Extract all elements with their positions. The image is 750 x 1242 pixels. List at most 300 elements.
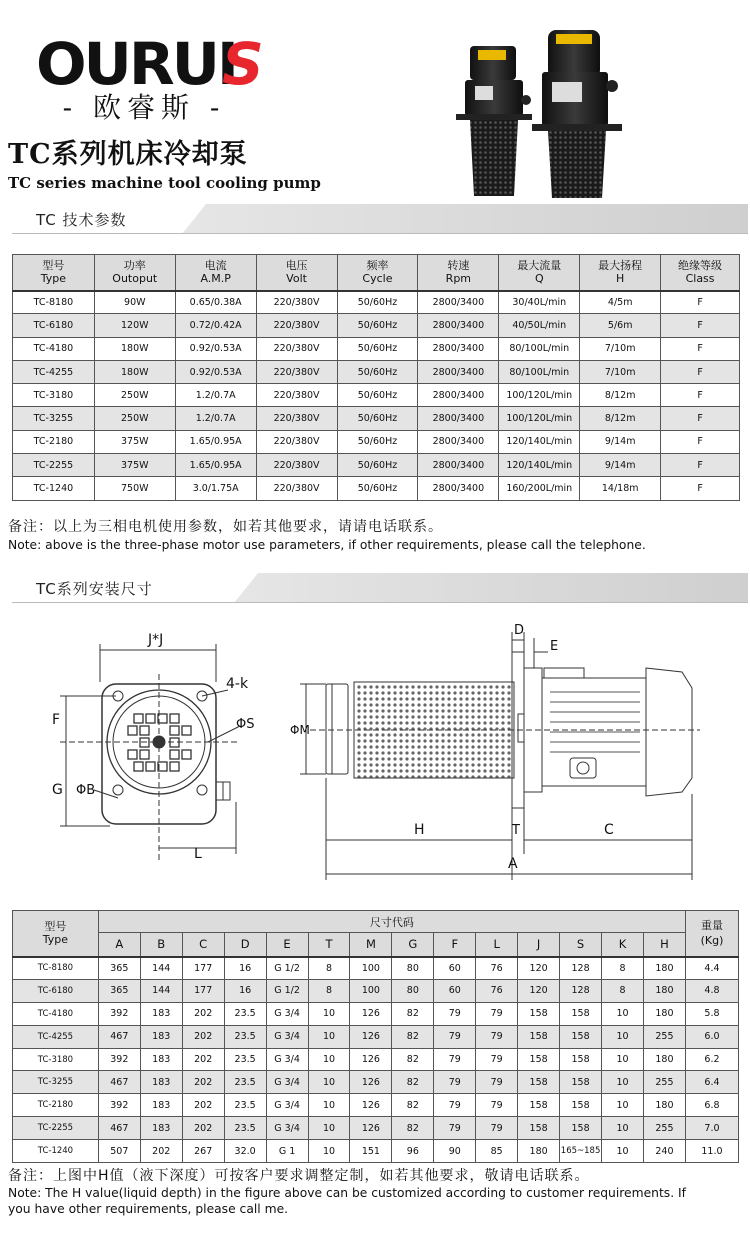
dim-cell: 10 [308, 1140, 350, 1163]
dim-cell: 82 [392, 1071, 434, 1094]
dim-cell: 10 [602, 1071, 644, 1094]
dim-cell: 365 [98, 979, 140, 1002]
dimension-table [12, 910, 739, 1163]
dim-cell: 6.2 [685, 1048, 738, 1071]
spec-col-header: 电压 Volt [256, 255, 337, 291]
dim-cell: 10 [602, 1094, 644, 1117]
dim-cell: 180 [518, 1140, 560, 1163]
spec-cell: 120/140L/min [499, 430, 580, 453]
spec-cell: TC-3255 [13, 407, 95, 430]
dim-cell: 467 [98, 1025, 140, 1048]
dim-cell: 80 [392, 957, 434, 980]
spec-note-en: Note: above is the three-phase motor use parameters, if other requirements, please call the telephone. [8, 538, 646, 552]
spec-col-header: 转速 Rpm [418, 255, 499, 291]
dim-cell: 7.0 [685, 1117, 738, 1140]
label-g: G [52, 782, 63, 798]
dim-cell: 158 [560, 1025, 602, 1048]
dim-cell: 392 [98, 1094, 140, 1117]
spec-col-header: 电流 A.M.P [175, 255, 256, 291]
dim-cell: 158 [560, 1117, 602, 1140]
dim-cell: 10 [602, 1002, 644, 1025]
spec-cell: 0.72/0.42A [175, 314, 256, 337]
dim-cell: 10 [308, 1094, 350, 1117]
dim-cell: 126 [350, 1048, 392, 1071]
spec-cell: F [661, 291, 740, 314]
spec-cell: 2800/3400 [418, 384, 499, 407]
spec-cell: TC-6180 [13, 314, 95, 337]
dim-cell: TC-2255 [13, 1117, 99, 1140]
dim-cell: 79 [476, 1071, 518, 1094]
dim-cell: 183 [140, 1002, 182, 1025]
dimension-table-row [13, 1071, 739, 1094]
dim-cell: 10 [308, 1048, 350, 1071]
dim-cell: 202 [182, 1002, 224, 1025]
dim-cell: 267 [182, 1140, 224, 1163]
spec-cell: TC-1240 [13, 477, 95, 500]
dim-col-header: F [434, 933, 476, 957]
dim-cell: 255 [644, 1071, 686, 1094]
dim-cell: 6.4 [685, 1071, 738, 1094]
dimension-table-row [13, 957, 739, 980]
spec-cell: 250W [94, 384, 175, 407]
dim-cell: TC-2180 [13, 1094, 99, 1117]
spec-cell: 1.2/0.7A [175, 384, 256, 407]
dim-cell: 10 [308, 1071, 350, 1094]
dim-col-header: D [224, 933, 266, 957]
spec-table-row [13, 477, 740, 500]
spec-cell: 250W [94, 407, 175, 430]
spec-cell: 9/14m [580, 454, 661, 477]
dim-header-type: 型号 Type [13, 911, 99, 957]
dim-cell: 79 [476, 1025, 518, 1048]
dim-cell: 158 [518, 1117, 560, 1140]
dim-cell: 79 [434, 1071, 476, 1094]
spec-section-title: TC 技术参数 [36, 211, 127, 229]
spec-cell: 220/380V [256, 477, 337, 500]
spec-cell: 40/50L/min [499, 314, 580, 337]
dim-cell: 85 [476, 1140, 518, 1163]
spec-cell: 1.65/0.95A [175, 454, 256, 477]
dim-cell: 23.5 [224, 1094, 266, 1117]
series-title-cn: TC系列机床冷却泵 [8, 139, 248, 170]
spec-cell: 1.2/0.7A [175, 407, 256, 430]
dimension-table-row [13, 979, 739, 1002]
dim-cell: 183 [140, 1071, 182, 1094]
dim-cell: 82 [392, 1048, 434, 1071]
install-section-title: TC系列安装尺寸 [36, 580, 153, 598]
dim-cell: 158 [518, 1048, 560, 1071]
spec-cell: 2800/3400 [418, 477, 499, 500]
dim-cell: 126 [350, 1025, 392, 1048]
spec-col-header: 功率 Outoput [94, 255, 175, 291]
dim-cell: 128 [560, 957, 602, 980]
dim-cell: 183 [140, 1117, 182, 1140]
spec-cell: 80/100L/min [499, 360, 580, 383]
dim-cell: 158 [560, 1002, 602, 1025]
label-d: D [514, 623, 525, 638]
dim-cell: 158 [518, 1025, 560, 1048]
dim-cell: 180 [644, 979, 686, 1002]
spec-cell: 14/18m [580, 477, 661, 500]
dim-cell: 96 [392, 1140, 434, 1163]
dim-cell: 79 [476, 1117, 518, 1140]
spec-cell: TC-4255 [13, 360, 95, 383]
brand-logo-accent: S [222, 30, 264, 98]
spec-cell: 375W [94, 454, 175, 477]
spec-cell: 50/60Hz [337, 314, 418, 337]
dim-cell: 4.8 [685, 979, 738, 1002]
dimension-table-row [13, 1025, 739, 1048]
dim-cell: 8 [308, 957, 350, 980]
dim-cell: 158 [518, 1094, 560, 1117]
dim-cell: 151 [350, 1140, 392, 1163]
dim-cell: 60 [434, 979, 476, 1002]
dim-cell: G 3/4 [266, 1117, 308, 1140]
dim-cell: 8 [602, 957, 644, 980]
dim-col-header: E [266, 933, 308, 957]
spec-cell: 220/380V [256, 314, 337, 337]
spec-cell: F [661, 337, 740, 360]
spec-cell: TC-2255 [13, 454, 95, 477]
dim-col-header: J [518, 933, 560, 957]
dim-col-header: T [308, 933, 350, 957]
spec-cell: 220/380V [256, 337, 337, 360]
dim-col-header: G [392, 933, 434, 957]
dim-cell: 80 [392, 979, 434, 1002]
dim-cell: 120 [518, 979, 560, 1002]
spec-cell: TC-8180 [13, 291, 95, 314]
dim-cell: 158 [518, 1071, 560, 1094]
dim-cell: 32.0 [224, 1140, 266, 1163]
spec-table-row [13, 407, 740, 430]
dim-col-header: C [182, 933, 224, 957]
dim-cell: 144 [140, 979, 182, 1002]
spec-cell: 220/380V [256, 454, 337, 477]
dim-cell: 126 [350, 1094, 392, 1117]
label-t: T [512, 823, 520, 838]
dim-cell: 76 [476, 957, 518, 980]
dim-cell: 8 [308, 979, 350, 1002]
dim-cell: 10 [602, 1048, 644, 1071]
dim-cell: 180 [644, 957, 686, 980]
dim-cell: 90 [434, 1140, 476, 1163]
spec-cell: 80/100L/min [499, 337, 580, 360]
dim-cell: 23.5 [224, 1071, 266, 1094]
dim-cell: 158 [518, 1002, 560, 1025]
spec-cell: 1.65/0.95A [175, 430, 256, 453]
spec-col-header: 最大扬程 H [580, 255, 661, 291]
spec-cell: 50/60Hz [337, 291, 418, 314]
dim-cell: 23.5 [224, 1025, 266, 1048]
dim-cell: 126 [350, 1071, 392, 1094]
dim-cell: 79 [434, 1048, 476, 1071]
spec-cell: 2800/3400 [418, 360, 499, 383]
dim-cell: G 1/2 [266, 957, 308, 980]
dim-cell: 507 [98, 1140, 140, 1163]
dim-cell: 126 [350, 1002, 392, 1025]
spec-cell: 30/40L/min [499, 291, 580, 314]
dim-cell: TC-3180 [13, 1048, 99, 1071]
spec-cell: 7/10m [580, 360, 661, 383]
dim-note-en-1: Note: The H value(liquid depth) in the figure above can be customized according to customer requirements. If [8, 1186, 686, 1200]
dim-cell: 6.0 [685, 1025, 738, 1048]
spec-table-row [13, 291, 740, 314]
dim-cell: 82 [392, 1094, 434, 1117]
label-k: 4-k [226, 676, 249, 692]
dim-cell: 23.5 [224, 1048, 266, 1071]
dim-cell: G 3/4 [266, 1094, 308, 1117]
dim-cell: G 3/4 [266, 1071, 308, 1094]
dim-cell: 158 [560, 1094, 602, 1117]
dim-cell: 79 [434, 1002, 476, 1025]
dim-cell: 365 [98, 957, 140, 980]
dim-cell: 202 [182, 1071, 224, 1094]
dimension-table-row [13, 1048, 739, 1071]
dim-cell: 4.4 [685, 957, 738, 980]
spec-cell: F [661, 407, 740, 430]
spec-table [12, 254, 740, 501]
spec-col-header: 型号 Type [13, 255, 95, 291]
spec-cell: 120/140L/min [499, 454, 580, 477]
dim-col-header: A [98, 933, 140, 957]
dim-cell: TC-4255 [13, 1025, 99, 1048]
spec-cell: 50/60Hz [337, 384, 418, 407]
brand-logo [36, 30, 264, 98]
dim-cell: 10 [602, 1117, 644, 1140]
dim-cell: G 3/4 [266, 1048, 308, 1071]
dim-col-header: L [476, 933, 518, 957]
spec-cell: TC-2180 [13, 430, 95, 453]
dim-cell: 79 [434, 1025, 476, 1048]
spec-cell: 220/380V [256, 360, 337, 383]
dim-cell: 183 [140, 1094, 182, 1117]
dim-header-weight: 重量 (Kg) [685, 911, 738, 957]
dim-cell: 79 [434, 1117, 476, 1140]
spec-cell: 50/60Hz [337, 337, 418, 360]
dim-cell: 10 [602, 1140, 644, 1163]
spec-cell: 3.0/1.75A [175, 477, 256, 500]
dim-cell: G 3/4 [266, 1025, 308, 1048]
spec-table-row [13, 337, 740, 360]
dim-cell: 144 [140, 957, 182, 980]
spec-cell: 90W [94, 291, 175, 314]
brand-logo-text: OURUI [36, 30, 236, 98]
dim-note-en-2: you have other requirements, please call me. [8, 1202, 289, 1216]
dim-cell: 177 [182, 979, 224, 1002]
dim-cell: TC-8180 [13, 957, 99, 980]
dim-cell: 6.8 [685, 1094, 738, 1117]
spec-cell: F [661, 430, 740, 453]
dim-cell: 202 [182, 1094, 224, 1117]
dim-cell: 10 [308, 1002, 350, 1025]
dimension-table-row [13, 1002, 739, 1025]
label-a: A [508, 856, 518, 872]
dim-cell: 202 [182, 1048, 224, 1071]
dim-cell: 16 [224, 957, 266, 980]
dim-cell: 126 [350, 1117, 392, 1140]
dim-cell: 79 [476, 1094, 518, 1117]
dim-cell: 5.8 [685, 1002, 738, 1025]
spec-cell: 375W [94, 430, 175, 453]
dim-cell: 82 [392, 1117, 434, 1140]
spec-cell: 220/380V [256, 407, 337, 430]
spec-cell: 7/10m [580, 337, 661, 360]
dim-cell: 240 [644, 1140, 686, 1163]
dim-cell: G 1 [266, 1140, 308, 1163]
dim-cell: 128 [560, 979, 602, 1002]
spec-cell: 2800/3400 [418, 454, 499, 477]
spec-cell: 100/120L/min [499, 384, 580, 407]
dim-cell: 10 [308, 1117, 350, 1140]
spec-cell: TC-4180 [13, 337, 95, 360]
spec-cell: 180W [94, 337, 175, 360]
dim-cell: 11.0 [685, 1140, 738, 1163]
dim-cell: 183 [140, 1048, 182, 1071]
dim-header-group: 尺寸代码 [98, 911, 685, 933]
spec-cell: F [661, 454, 740, 477]
spec-cell: 50/60Hz [337, 360, 418, 383]
spec-cell: 2800/3400 [418, 430, 499, 453]
dim-cell: 120 [518, 957, 560, 980]
label-jj: J*J [148, 632, 164, 648]
dim-cell: 180 [644, 1048, 686, 1071]
spec-cell: F [661, 360, 740, 383]
spec-cell: F [661, 477, 740, 500]
dim-cell: 177 [182, 957, 224, 980]
dim-col-header: H [644, 933, 686, 957]
label-m: ΦM [290, 723, 310, 737]
label-f: F [52, 712, 61, 728]
dim-cell: TC-4180 [13, 1002, 99, 1025]
label-e: E [550, 639, 559, 654]
side-view-drawing [290, 618, 710, 888]
dim-cell: G 1/2 [266, 979, 308, 1002]
dim-cell: 76 [476, 979, 518, 1002]
spec-cell: TC-3180 [13, 384, 95, 407]
spec-cell: 220/380V [256, 430, 337, 453]
spec-cell: 4/5m [580, 291, 661, 314]
dim-cell: 467 [98, 1117, 140, 1140]
spec-cell: 8/12m [580, 407, 661, 430]
dim-note-cn: 备注：上图中H值（液下深度）可按客户要求调整定制，如若其他要求，敬请电话联系。 [8, 1168, 590, 1184]
label-l: L [194, 846, 202, 862]
dim-cell: 82 [392, 1025, 434, 1048]
spec-col-header: 频率 Cycle [337, 255, 418, 291]
spec-cell: 5/6m [580, 314, 661, 337]
spec-cell: 220/380V [256, 291, 337, 314]
dim-cell: TC-3255 [13, 1071, 99, 1094]
spec-cell: 0.92/0.53A [175, 360, 256, 383]
dim-col-header: K [602, 933, 644, 957]
spec-table-row [13, 430, 740, 453]
spec-cell: 50/60Hz [337, 454, 418, 477]
spec-cell: 50/60Hz [337, 430, 418, 453]
label-b: ΦB [76, 783, 96, 798]
install-section-header [12, 573, 748, 603]
spec-cell: F [661, 384, 740, 407]
dim-cell: 8 [602, 979, 644, 1002]
label-h: H [414, 822, 425, 838]
dim-cell: 392 [98, 1048, 140, 1071]
brand-name-cn: - 欧睿斯 - [62, 91, 226, 124]
dim-cell: TC-1240 [13, 1140, 99, 1163]
pump-product-photo [448, 20, 648, 206]
spec-table-row [13, 454, 740, 477]
spec-cell: 9/14m [580, 430, 661, 453]
spec-cell: 0.65/0.38A [175, 291, 256, 314]
dim-cell: 10 [602, 1025, 644, 1048]
spec-cell: 180W [94, 360, 175, 383]
dim-cell: 165~185 [560, 1140, 602, 1163]
dim-cell: 100 [350, 979, 392, 1002]
dimension-table-row [13, 1094, 739, 1117]
dimension-table-row [13, 1140, 739, 1163]
dim-cell: 16 [224, 979, 266, 1002]
spec-section-header [12, 204, 748, 234]
dim-col-header: S [560, 933, 602, 957]
spec-col-header: 最大流量 Q [499, 255, 580, 291]
spec-cell: 2800/3400 [418, 314, 499, 337]
dim-cell: G 3/4 [266, 1002, 308, 1025]
spec-cell: 100/120L/min [499, 407, 580, 430]
dim-cell: 392 [98, 1002, 140, 1025]
spec-cell: 50/60Hz [337, 477, 418, 500]
dim-col-header: B [140, 933, 182, 957]
dimension-table-row [13, 1117, 739, 1140]
spec-cell: 2800/3400 [418, 337, 499, 360]
dim-cell: 180 [644, 1002, 686, 1025]
dim-cell: 82 [392, 1002, 434, 1025]
spec-cell: 2800/3400 [418, 291, 499, 314]
spec-cell: 120W [94, 314, 175, 337]
series-title-en: TC series machine tool cooling pump [8, 174, 321, 192]
spec-cell: 0.92/0.53A [175, 337, 256, 360]
spec-cell: 8/12m [580, 384, 661, 407]
dim-cell: 60 [434, 957, 476, 980]
small-pump-icon [456, 46, 532, 196]
dim-cell: 467 [98, 1071, 140, 1094]
dim-cell: 255 [644, 1025, 686, 1048]
spec-cell: 50/60Hz [337, 407, 418, 430]
spec-cell: 2800/3400 [418, 407, 499, 430]
dim-cell: 79 [434, 1094, 476, 1117]
spec-cell: 220/380V [256, 384, 337, 407]
dim-cell: 100 [350, 957, 392, 980]
dim-col-header: M [350, 933, 392, 957]
dim-cell: 23.5 [224, 1002, 266, 1025]
dim-cell: 23.5 [224, 1117, 266, 1140]
dim-cell: 202 [182, 1025, 224, 1048]
dim-cell: 158 [560, 1071, 602, 1094]
dim-cell: 202 [140, 1140, 182, 1163]
spec-col-header: 绝缘等级 Class [661, 255, 740, 291]
large-pump-icon [532, 30, 622, 198]
dim-cell: 255 [644, 1117, 686, 1140]
spec-table-row [13, 314, 740, 337]
spec-table-row [13, 384, 740, 407]
spec-cell: 750W [94, 477, 175, 500]
label-c: C [604, 822, 614, 838]
dim-cell: 202 [182, 1117, 224, 1140]
dim-cell: TC-6180 [13, 979, 99, 1002]
dim-cell: 79 [476, 1002, 518, 1025]
spec-cell: 160/200L/min [499, 477, 580, 500]
spec-cell: F [661, 314, 740, 337]
spec-table-row [13, 360, 740, 383]
dim-cell: 10 [308, 1025, 350, 1048]
spec-note-cn: 备注：以上为三相电机使用参数，如若其他要求，请请电话联系。 [8, 519, 443, 535]
front-view-drawing [40, 630, 280, 870]
